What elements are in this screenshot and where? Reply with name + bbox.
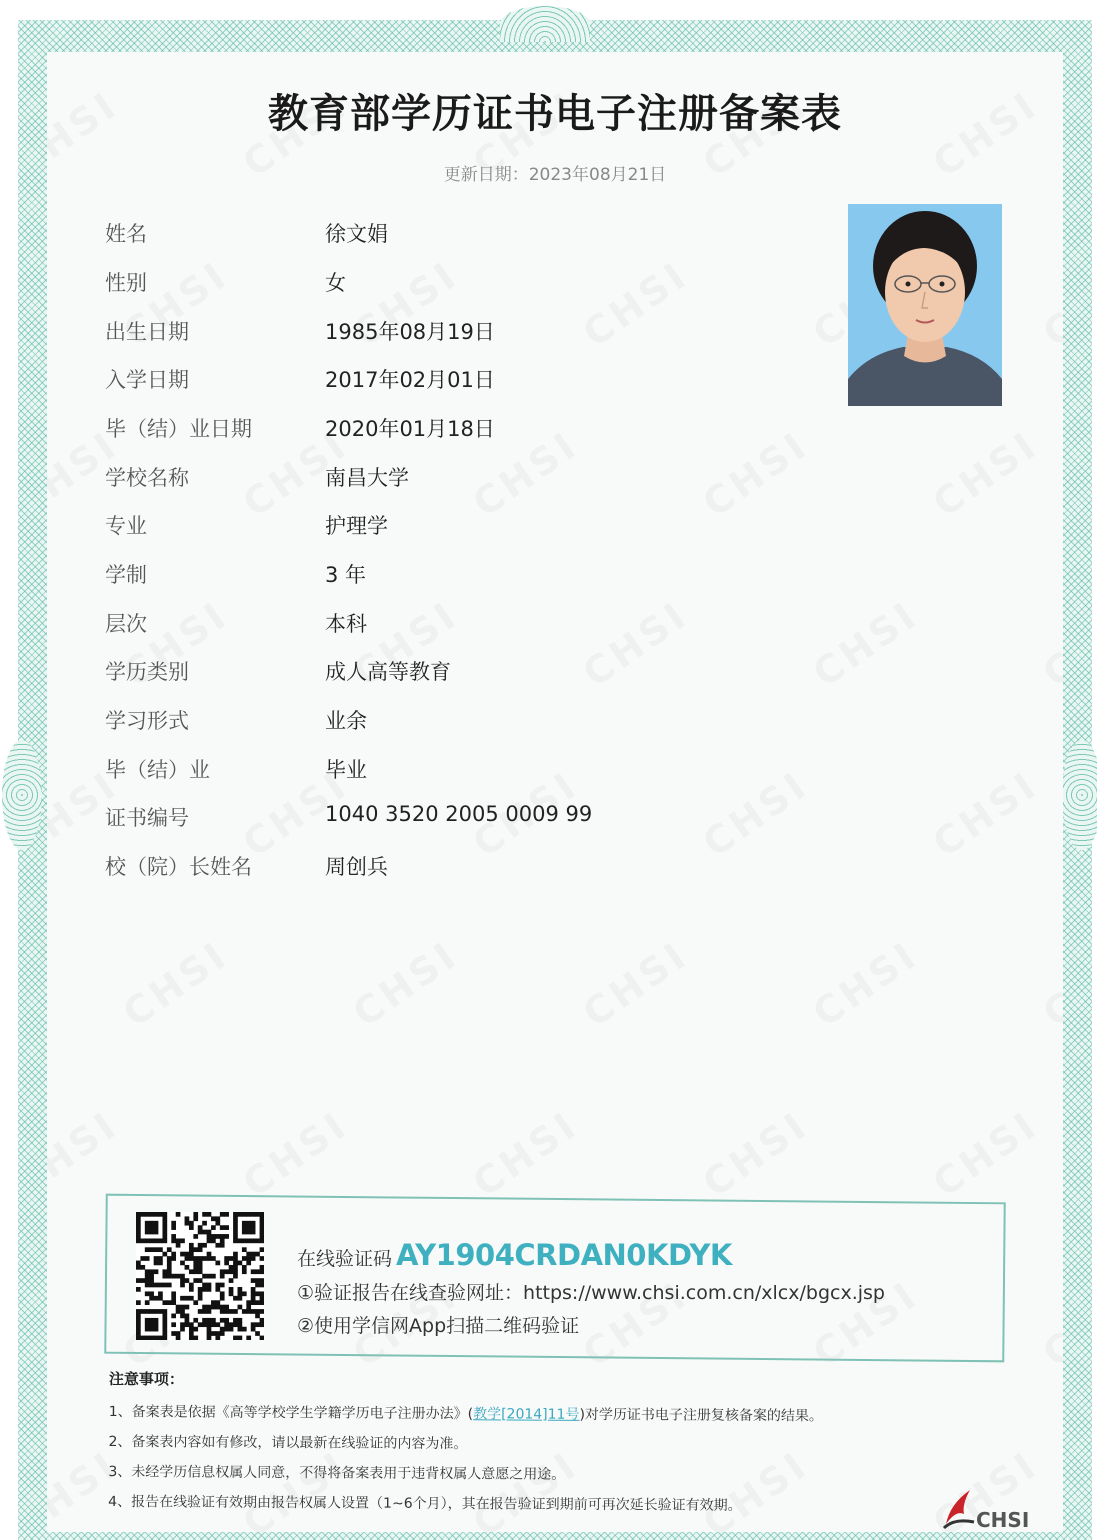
watermark-text — [1035, 252, 1063, 355]
field-row — [105, 510, 805, 540]
field-row — [105, 705, 805, 735]
field-label: 毕（结）业日期 — [105, 417, 252, 441]
field-value: 1040 3520 2005 0009 99 — [325, 802, 593, 826]
watermark-text — [235, 1102, 356, 1205]
portrait-image — [848, 204, 1002, 406]
watermark-text — [1035, 932, 1063, 1035]
note-item: 4、报告在线验证有效期由报告权属人设置（1~6个月），其在报告验证到期前可再次延长验证有效期。 — [108, 1493, 742, 1514]
field-label: 专业 — [105, 514, 147, 538]
field-label: 证书编号 — [105, 806, 189, 830]
watermark-text — [1035, 592, 1063, 695]
field-row — [105, 462, 805, 492]
field-label: 学制 — [105, 563, 147, 587]
field-value: 3 年 — [325, 563, 367, 587]
field-row — [105, 559, 805, 589]
field-row — [105, 267, 805, 297]
border-ornament-left — [2, 740, 42, 850]
note-item-1-text-end: )对学历证书电子注册复核备案的结果。 — [579, 1406, 823, 1425]
watermark-text — [805, 932, 926, 1035]
field-row — [105, 608, 805, 638]
verification-code-label: 在线验证码 — [297, 1248, 393, 1270]
field-row — [105, 851, 805, 881]
note-item — [109, 1401, 823, 1425]
field-label: 层次 — [105, 612, 147, 636]
watermark-text — [575, 932, 696, 1035]
watermark-text — [805, 592, 926, 695]
verification-info — [297, 1238, 885, 1338]
verification-url-line: ①验证报告在线查验网址：https://www.chsi.com.cn/xlcx/bgcx.jsp — [297, 1282, 885, 1304]
field-label: 校（院）长姓名 — [105, 855, 252, 879]
field-value: 南昌大学 — [325, 466, 409, 490]
record-sheet — [47, 52, 1063, 1532]
field-value: 毕业 — [325, 758, 367, 782]
watermark-text — [345, 932, 466, 1035]
watermark-text — [925, 762, 1046, 865]
field-label: 毕（结）业 — [105, 758, 210, 782]
watermark-text — [695, 1102, 816, 1205]
field-label: 学历类别 — [105, 660, 189, 684]
field-label: 学习形式 — [105, 709, 189, 733]
note-item: 2、备案表内容如有修改，请以最新在线验证的内容为准。 — [108, 1433, 468, 1453]
field-row — [105, 218, 805, 248]
field-row — [105, 656, 805, 686]
verification-code[interactable]: AY1904CRDAN0KDYK — [396, 1238, 732, 1272]
field-label: 入学日期 — [105, 368, 189, 392]
field-label: 学校名称 — [105, 466, 189, 490]
border-ornament-top — [500, 6, 590, 42]
field-row — [105, 364, 805, 394]
page-title: 教育部学历证书电子注册备案表 — [268, 91, 842, 137]
field-value: 女 — [325, 271, 346, 295]
field-row — [105, 802, 805, 832]
update-date: 更新日期：2023年08月21日 — [443, 165, 667, 185]
field-row — [105, 754, 805, 784]
notes-title: 注意事项： — [108, 1370, 185, 1389]
verification-code-line — [297, 1238, 885, 1272]
field-value: 2020年01月18日 — [325, 417, 495, 441]
student-photo — [848, 204, 1002, 406]
field-value: 成人高等教育 — [325, 660, 451, 684]
watermark-text — [47, 1102, 126, 1205]
chsi-logo-icon — [940, 1484, 980, 1530]
field-value: 本科 — [325, 612, 367, 636]
border-ornament-right — [1062, 740, 1097, 850]
field-label: 姓名 — [105, 222, 147, 246]
chsi-logo — [940, 1484, 1040, 1532]
regulation-link[interactable]: 教学[2014]11号 — [473, 1406, 580, 1423]
field-label: 性别 — [105, 271, 147, 295]
watermark-text — [925, 422, 1046, 525]
watermark-text — [465, 1102, 586, 1205]
field-label: 出生日期 — [105, 320, 189, 344]
field-value: 1985年08月19日 — [325, 320, 495, 344]
logo-text: CHSI — [976, 1508, 1030, 1532]
field-value: 业余 — [325, 709, 367, 733]
notes-section — [108, 1368, 823, 1525]
qr-code[interactable] — [136, 1212, 264, 1340]
watermark-text — [925, 1102, 1046, 1205]
field-value: 2017年02月01日 — [325, 368, 495, 392]
field-row — [105, 316, 805, 346]
note-item-1-text: 1、备案表是依据《高等学校学生学籍学历电子注册办法》( — [108, 1403, 474, 1423]
field-value: 周创兵 — [325, 855, 388, 879]
watermark-text — [1035, 1272, 1063, 1375]
verification-app-line: ②使用学信网App扫描二维码验证 — [297, 1315, 580, 1337]
field-row — [105, 413, 805, 443]
watermark-text — [115, 932, 236, 1035]
field-value: 徐文娟 — [325, 222, 388, 246]
field-value: 护理学 — [325, 514, 388, 538]
qr-code-icon — [136, 1212, 264, 1340]
note-item: 3、未经学历信息权属人同意，不得将备案表用于违背权属人意愿之用途。 — [108, 1463, 566, 1483]
